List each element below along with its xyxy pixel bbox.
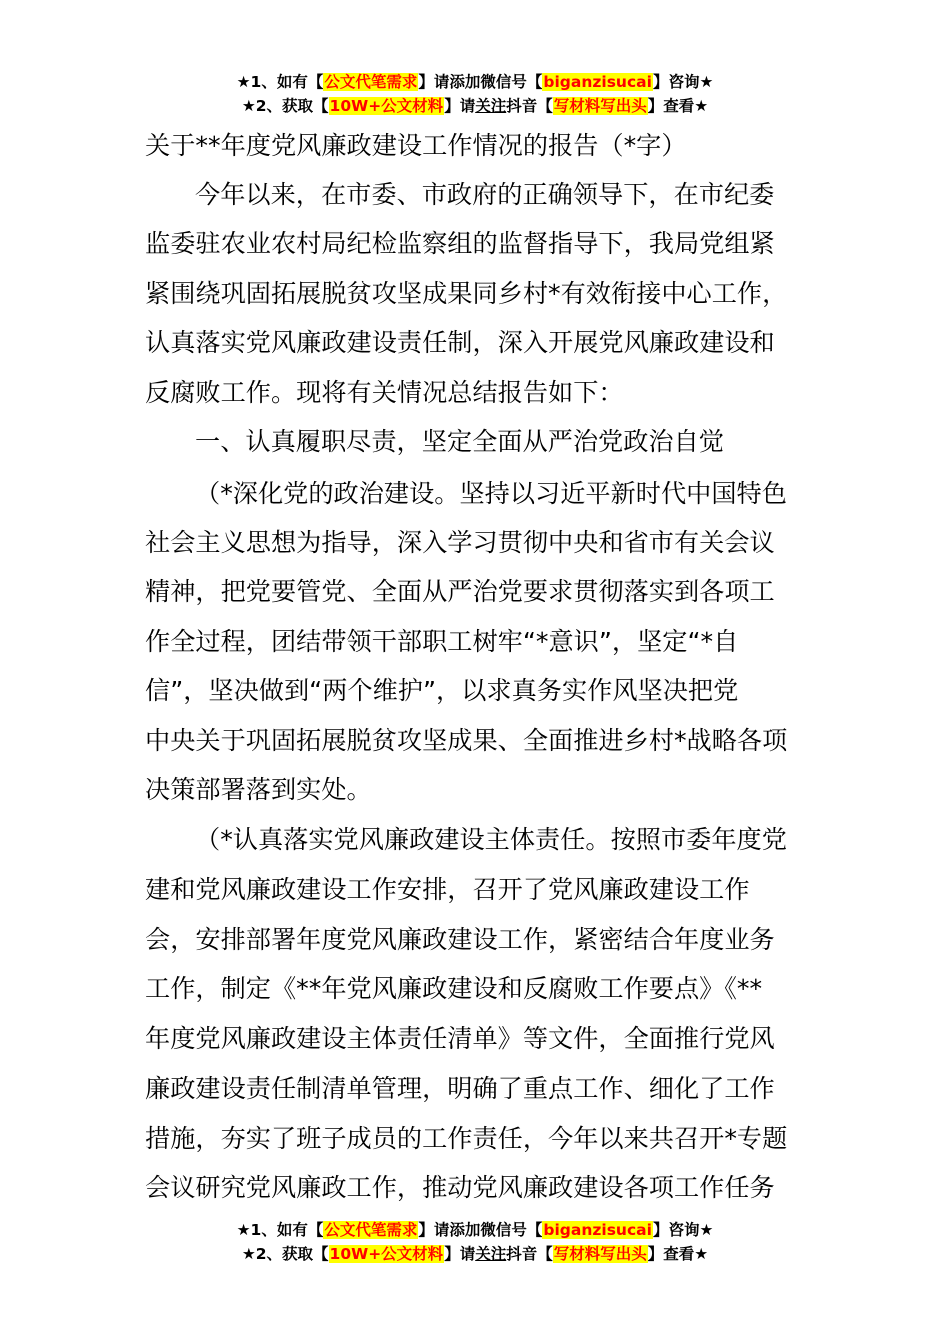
- promo-underline: 关注: [475, 1245, 507, 1263]
- promo-underline: 关注: [475, 97, 507, 115]
- promo-highlight: 10W+公文材料: [329, 1245, 444, 1263]
- promo-banner-top: [0, 70, 950, 118]
- promo-text: 】请: [444, 1245, 476, 1263]
- paragraph-line: 今年以来，在市委、市政府的正确领导下，在市纪委: [195, 180, 775, 209]
- promo-text: 】咨询★: [652, 1221, 714, 1239]
- promo-text: ★1、如有【: [236, 73, 324, 91]
- section-heading: 一、认真履职尽责，坚定全面从严治党政治自觉: [195, 427, 724, 456]
- promo-text: 】请添加微信号【: [418, 1221, 543, 1239]
- paragraph-line: 监委驻农业农村局纪检监察组的监督指导下，我局党组紧: [145, 229, 775, 258]
- paragraph-line: 精神，把党要管党、全面从严治党要求贯彻落实到各项工: [145, 577, 775, 606]
- promo-line-1: [0, 70, 950, 94]
- promo-line-2: [0, 1242, 950, 1266]
- promo-highlight: 公文代笔需求: [324, 73, 418, 91]
- paragraph-line: 决策部署落到实处。: [145, 775, 372, 804]
- paragraph-line: 中央关于巩固拓展脱贫攻坚成果、全面推进乡村*战略各项: [145, 726, 788, 755]
- promo-text: ★2、获取【: [241, 97, 329, 115]
- promo-text: 】查看★: [647, 97, 709, 115]
- paragraph-line: （*深化党的政治建设。坚持以习近平新时代中国特色: [195, 479, 787, 508]
- promo-text: 】咨询★: [652, 73, 714, 91]
- paragraph-line: 紧围绕巩固拓展脱贫攻坚成果同乡村*有效衔接中心工作，: [145, 279, 788, 308]
- douyin-id-highlight: 写材料写出头: [553, 1245, 647, 1263]
- douyin-id-highlight: 写材料写出头: [553, 97, 647, 115]
- paragraph-line: 信”，坚决做到“两个维护”，以求真务实作风坚决把党: [145, 676, 739, 705]
- promo-text: ★2、获取【: [241, 1245, 329, 1263]
- paragraph-line: 措施，夯实了班子成员的工作责任，今年以来共召开*专题: [145, 1124, 788, 1153]
- promo-text: ★1、如有【: [236, 1221, 324, 1239]
- promo-text: 抖音【: [506, 97, 553, 115]
- paragraph-line: （*认真落实党风廉政建设主体责任。按照市委年度党: [195, 825, 787, 854]
- paragraph-line: 社会主义思想为指导，深入学习贯彻中央和省市有关会议: [145, 528, 775, 557]
- promo-line-2: [0, 94, 950, 118]
- promo-text: 抖音【: [506, 1245, 553, 1263]
- promo-banner-bottom: [0, 1218, 950, 1266]
- paragraph-line: 工作，制定《**年党风廉政建设和反腐败工作要点》《**: [145, 974, 763, 1003]
- promo-text: 】查看★: [647, 1245, 709, 1263]
- paragraph-line: 认真落实党风廉政建设责任制，深入开展党风廉政建设和: [145, 328, 775, 357]
- paragraph-line: 作全过程，团结带领干部职工树牢“*意识”，坚定“*自: [145, 627, 739, 656]
- document-title: 关于**年度党风廉政建设工作情况的报告（*字）: [145, 131, 687, 160]
- promo-text: 】请: [444, 97, 476, 115]
- promo-line-1: [0, 1218, 950, 1242]
- wechat-id-highlight: biganzisucai: [543, 73, 652, 91]
- paragraph-line: 廉政建设责任制清单管理，明确了重点工作、细化了工作: [145, 1074, 775, 1103]
- promo-highlight: 10W+公文材料: [329, 97, 444, 115]
- promo-text: 】请添加微信号【: [418, 73, 543, 91]
- promo-highlight: 公文代笔需求: [324, 1221, 418, 1239]
- paragraph-line: 会，安排部署年度党风廉政建设工作，紧密结合年度业务: [145, 925, 775, 954]
- paragraph-line: 反腐败工作。现将有关情况总结报告如下：: [145, 378, 624, 407]
- paragraph-line: 年度党风廉政建设主体责任清单》等文件，全面推行党风: [145, 1024, 775, 1053]
- paragraph-line: 建和党风廉政建设工作安排，召开了党风廉政建设工作: [145, 875, 750, 904]
- wechat-id-highlight: biganzisucai: [543, 1221, 652, 1239]
- paragraph-line: 会议研究党风廉政工作，推动党风廉政建设各项工作任务: [145, 1173, 775, 1202]
